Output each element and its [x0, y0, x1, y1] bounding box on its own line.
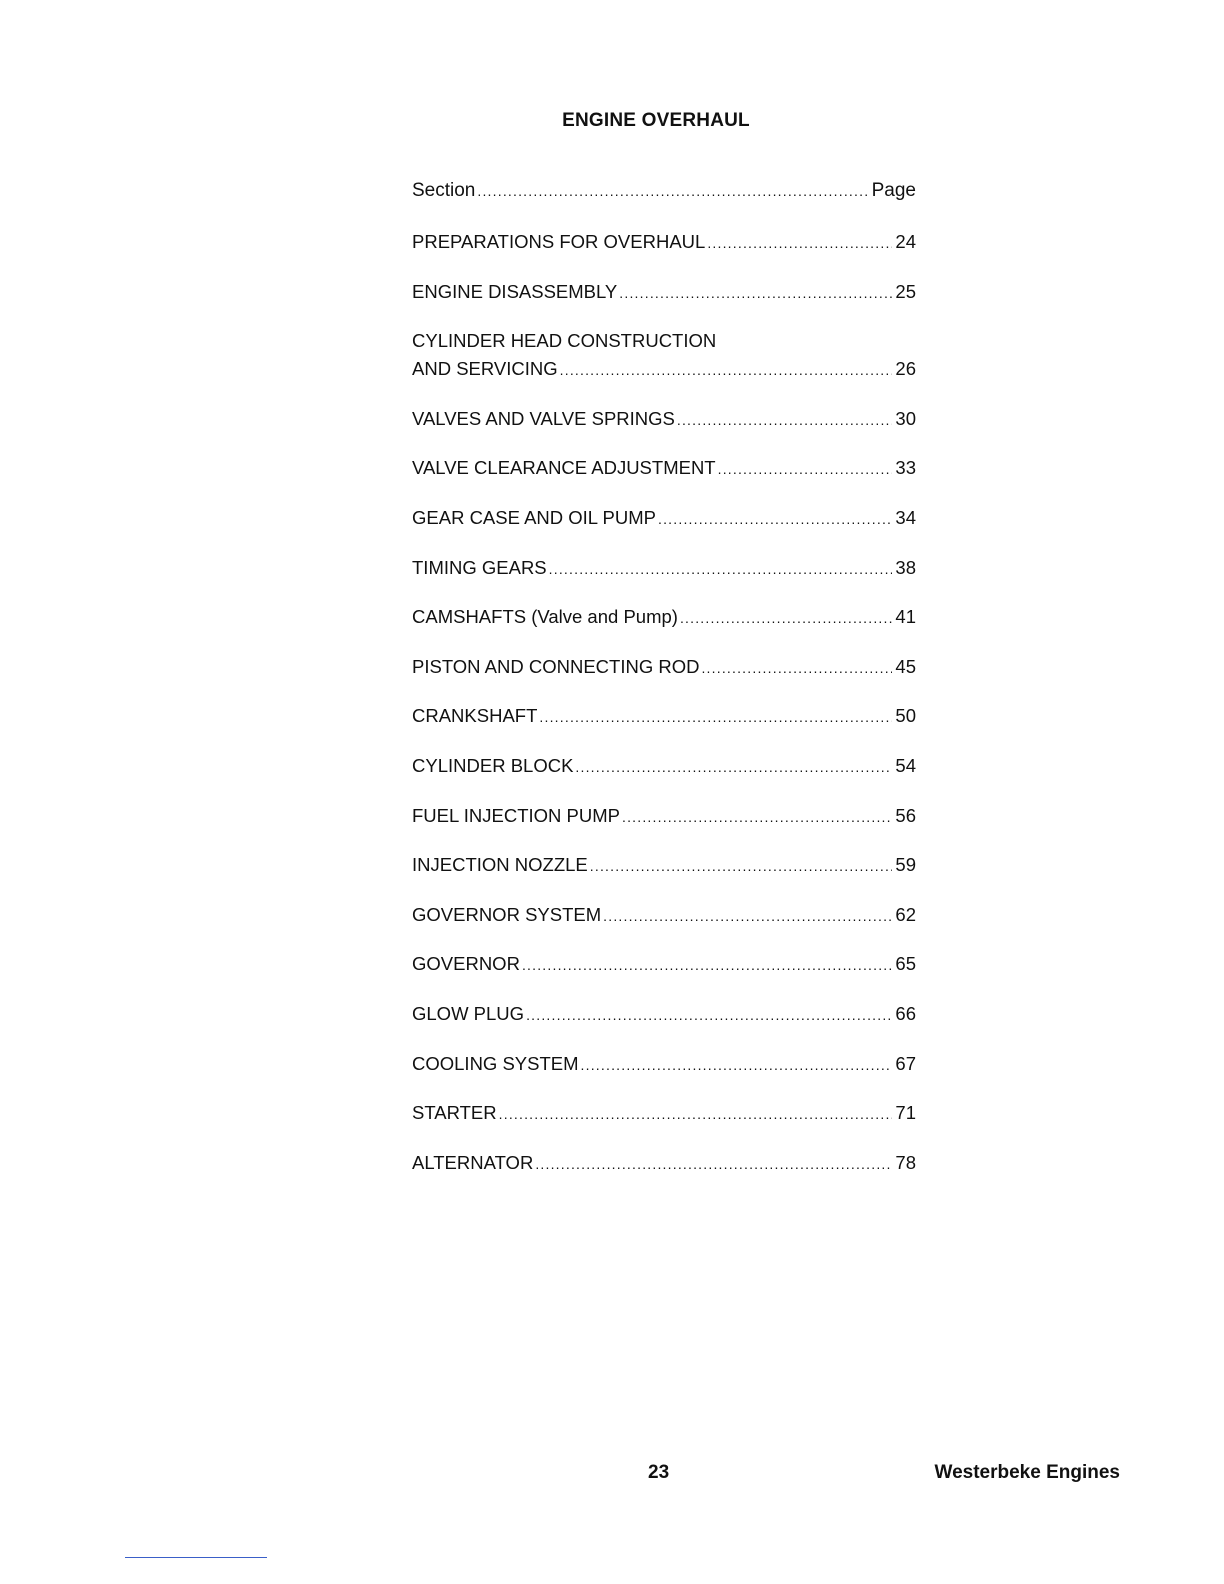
toc-entry-page: 26: [895, 358, 916, 380]
dot-leader: [539, 703, 892, 731]
toc-entry-engine-disassembly[interactable]: [412, 278, 916, 307]
dot-leader: [677, 406, 893, 434]
toc-entry-piston[interactable]: [412, 653, 916, 682]
toc-entry-page: 50: [895, 705, 916, 727]
toc-entry-page: 65: [895, 953, 916, 975]
toc-entry-label: AND SERVICING: [412, 358, 558, 380]
toc-entry-label: ALTERNATOR: [412, 1151, 534, 1173]
toc-entry-page: 67: [895, 1052, 916, 1074]
toc-entry-cooling-system[interactable]: [412, 1050, 916, 1079]
toc-entry-page: 30: [895, 407, 916, 429]
dot-leader: [603, 902, 892, 930]
toc-entry-governor-system[interactable]: [412, 901, 916, 930]
toc-entry-page: 59: [895, 854, 916, 876]
dot-leader: [522, 951, 892, 979]
toc-entry-page: 54: [895, 754, 916, 776]
toc-header: [412, 180, 916, 208]
dot-leader: [707, 229, 892, 257]
dot-leader: [526, 1001, 892, 1029]
toc-entry-page: 33: [895, 457, 916, 479]
toc-entry-page: 41: [895, 606, 916, 628]
toc-entry-page: 25: [895, 280, 916, 302]
toc-entry-label: CAMSHAFTS (Valve and Pump): [412, 606, 678, 628]
toc-entry-camshafts[interactable]: [412, 603, 916, 632]
toc-entry-label: GOVERNOR SYSTEM: [412, 903, 602, 925]
toc-entry-label-line1: CYLINDER HEAD CONSTRUCTION: [412, 330, 717, 352]
table-of-contents: [412, 180, 916, 1198]
toc-entry-valve-clearance[interactable]: [412, 454, 916, 483]
toc-entry-label: STARTER: [412, 1102, 497, 1124]
toc-entry-cylinder-block[interactable]: [412, 752, 916, 781]
footer-page-number: 23: [648, 1462, 670, 1483]
toc-entry-governor[interactable]: [412, 950, 916, 979]
dot-leader: [581, 1051, 893, 1079]
page-column-label: Page: [871, 180, 916, 201]
dot-leader: [680, 604, 892, 632]
dot-leader: [718, 455, 893, 483]
toc-entry-page: 45: [895, 655, 916, 677]
toc-entry-timing-gears[interactable]: [412, 554, 916, 583]
toc-entry-label: CRANKSHAFT: [412, 705, 538, 727]
toc-entry-label: PISTON AND CONNECTING ROD: [412, 655, 700, 677]
toc-entry-label: TIMING GEARS: [412, 556, 547, 578]
toc-entry-label: VALVE CLEARANCE ADJUSTMENT: [412, 457, 716, 479]
toc-entry-fuel-injection-pump[interactable]: [412, 802, 916, 831]
dot-leader: [619, 279, 892, 307]
toc-entry-valves-and-valve-springs[interactable]: [412, 405, 916, 434]
toc-entry-label: PREPARATIONS FOR OVERHAUL: [412, 231, 706, 252]
toc-entry-page: 66: [895, 1002, 916, 1024]
toc-entry-crankshaft[interactable]: [412, 702, 916, 731]
bottom-rule: [125, 1557, 267, 1558]
dot-leader: [477, 183, 868, 199]
toc-entry-injection-nozzle[interactable]: [412, 851, 916, 880]
toc-entry-label: GEAR CASE AND OIL PUMP: [412, 506, 656, 528]
dot-leader: [499, 1100, 893, 1128]
section-column-label: Section: [412, 180, 476, 201]
toc-entry-page: 24: [895, 231, 916, 252]
toc-entry-starter[interactable]: [412, 1099, 916, 1128]
toc-entry-page: 78: [895, 1151, 916, 1173]
toc-entry-label: VALVES AND VALVE SPRINGS: [412, 407, 675, 429]
dot-leader: [560, 356, 893, 384]
toc-entry-label: GLOW PLUG: [412, 1002, 525, 1024]
toc-entry-label: COOLING SYSTEM: [412, 1052, 579, 1074]
dot-leader: [549, 555, 893, 583]
dot-leader: [575, 753, 892, 781]
toc-entry-alternator[interactable]: [412, 1149, 916, 1178]
dot-leader: [622, 803, 892, 831]
dot-leader: [701, 654, 892, 682]
toc-entry-label: INJECTION NOZZLE: [412, 854, 588, 876]
toc-entry-page: 34: [895, 506, 916, 528]
toc-entry-cylinder-head[interactable]: [412, 327, 916, 384]
dot-leader: [658, 505, 892, 533]
toc-entry-label: CYLINDER BLOCK: [412, 754, 574, 776]
toc-entry-gear-case[interactable]: [412, 504, 916, 533]
toc-entry-label: GOVERNOR: [412, 953, 520, 975]
toc-entry-page: 71: [895, 1102, 916, 1124]
dot-leader: [590, 852, 893, 880]
toc-entry-page: 62: [895, 903, 916, 925]
toc-entry-label: FUEL INJECTION PUMP: [412, 804, 620, 826]
toc-entry-page: 38: [895, 556, 916, 578]
toc-entry-preparations-for-overhaul[interactable]: [412, 228, 916, 257]
dot-leader: [535, 1150, 892, 1178]
toc-entry-label: ENGINE DISASSEMBLY: [412, 280, 618, 302]
footer-brand: Westerbeke Engines: [934, 1462, 1120, 1483]
toc-entry-glow-plug[interactable]: [412, 1000, 916, 1029]
document-title: ENGINE OVERHAUL: [562, 110, 750, 131]
toc-entry-page: 56: [895, 804, 916, 826]
